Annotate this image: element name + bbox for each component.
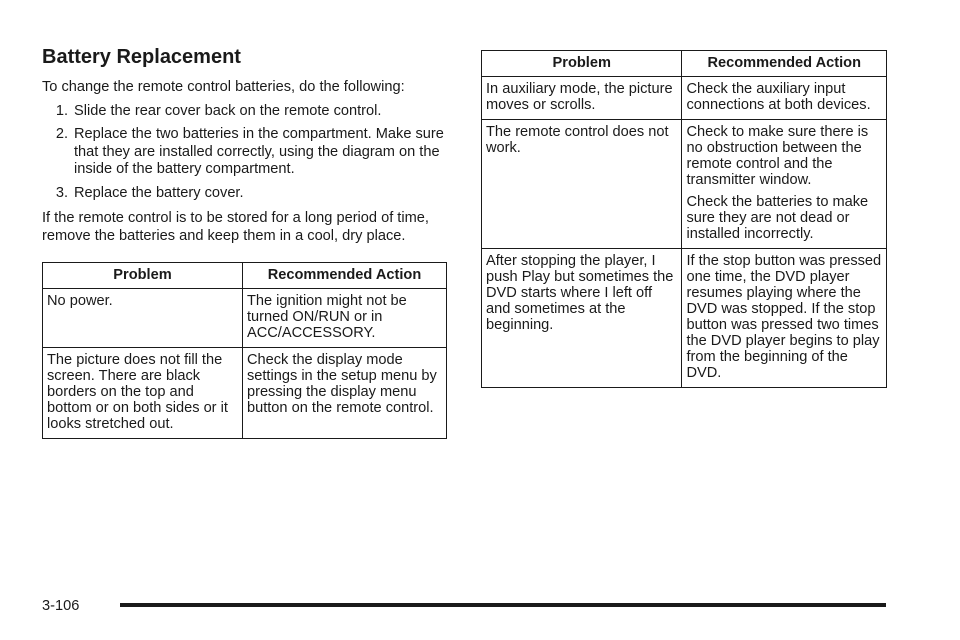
table-header-row (43, 263, 447, 289)
action-text: Check the auxiliary input connections at both devices. (686, 81, 871, 113)
step-item (42, 185, 447, 203)
action-text: Check to make sure there is no obstruction between the remote control and the transmitter window. (686, 124, 869, 188)
action-text: Check the display mode settings in the setup menu by pressing the display menu button on the remote control. (246, 352, 437, 416)
steps-list (42, 103, 447, 203)
step-number: 1. (55, 102, 68, 119)
action-cell (682, 120, 887, 249)
problem-cell: The picture does not fill the screen. There are black borders on the top and bottom or on both sides or it looks stretched out. (43, 348, 243, 439)
step-item (42, 126, 447, 179)
step-text: Slide the rear cover back on the remote control. (74, 102, 382, 119)
intro-text: To change the remote control batteries, do the following: (42, 79, 405, 95)
troubleshooting-table-left (42, 262, 447, 439)
left-column (42, 44, 447, 439)
table-row (482, 249, 887, 388)
step-text: Replace the two batteries in the compartment. Make sure that they are installed correctly, using the diagram on the inside of the battery compartment. (74, 126, 444, 177)
action-cell (682, 249, 887, 388)
action-cell (242, 348, 446, 439)
column-header-action: Recommended Action (242, 263, 446, 289)
step-text: Replace the battery cover. (74, 184, 244, 201)
table-header-row (482, 51, 887, 77)
table-row (482, 77, 887, 120)
table-row (482, 120, 887, 249)
section-title: Battery Replacement (42, 46, 241, 68)
action-text: The ignition might not be turned ON/RUN or in ACC/ACCESSORY. (246, 293, 407, 341)
action-cell (242, 289, 446, 348)
table-row (43, 348, 447, 439)
table-row (43, 289, 447, 348)
column-header-problem: Problem (482, 51, 682, 77)
action-text: If the stop button was pressed one time, the DVD player resumes playing where the DVD was stopped. If the stop button was pressed two times the DVD player begins to play from the beginning of the DVD. (686, 253, 882, 381)
step-number: 2. (55, 126, 68, 142)
storage-note: If the remote control is to be stored for a long period of time, remove the batteries and keep them in a cool, dry place. (42, 210, 429, 244)
column-header-problem: Problem (43, 263, 243, 289)
action-text: Check the batteries to make sure they are not dead or installed incorrectly. (686, 194, 869, 242)
action-cell (682, 77, 887, 120)
step-item (42, 103, 447, 121)
column-header-action: Recommended Action (682, 51, 887, 77)
table-body (482, 77, 887, 388)
problem-cell: The remote control does not work. (482, 120, 682, 249)
problem-cell: No power. (43, 289, 243, 348)
step-number: 3. (55, 184, 68, 201)
troubleshooting-table-right (481, 50, 887, 388)
table-body (43, 289, 447, 439)
page-number: 3-106 (42, 598, 80, 614)
problem-cell: After stopping the player, I push Play but sometimes the DVD starts where I left off and sometimes at the beginning. (482, 249, 682, 388)
right-column (481, 50, 887, 388)
footer-rule (120, 603, 886, 607)
problem-cell: In auxiliary mode, the picture moves or scrolls. (482, 77, 682, 120)
